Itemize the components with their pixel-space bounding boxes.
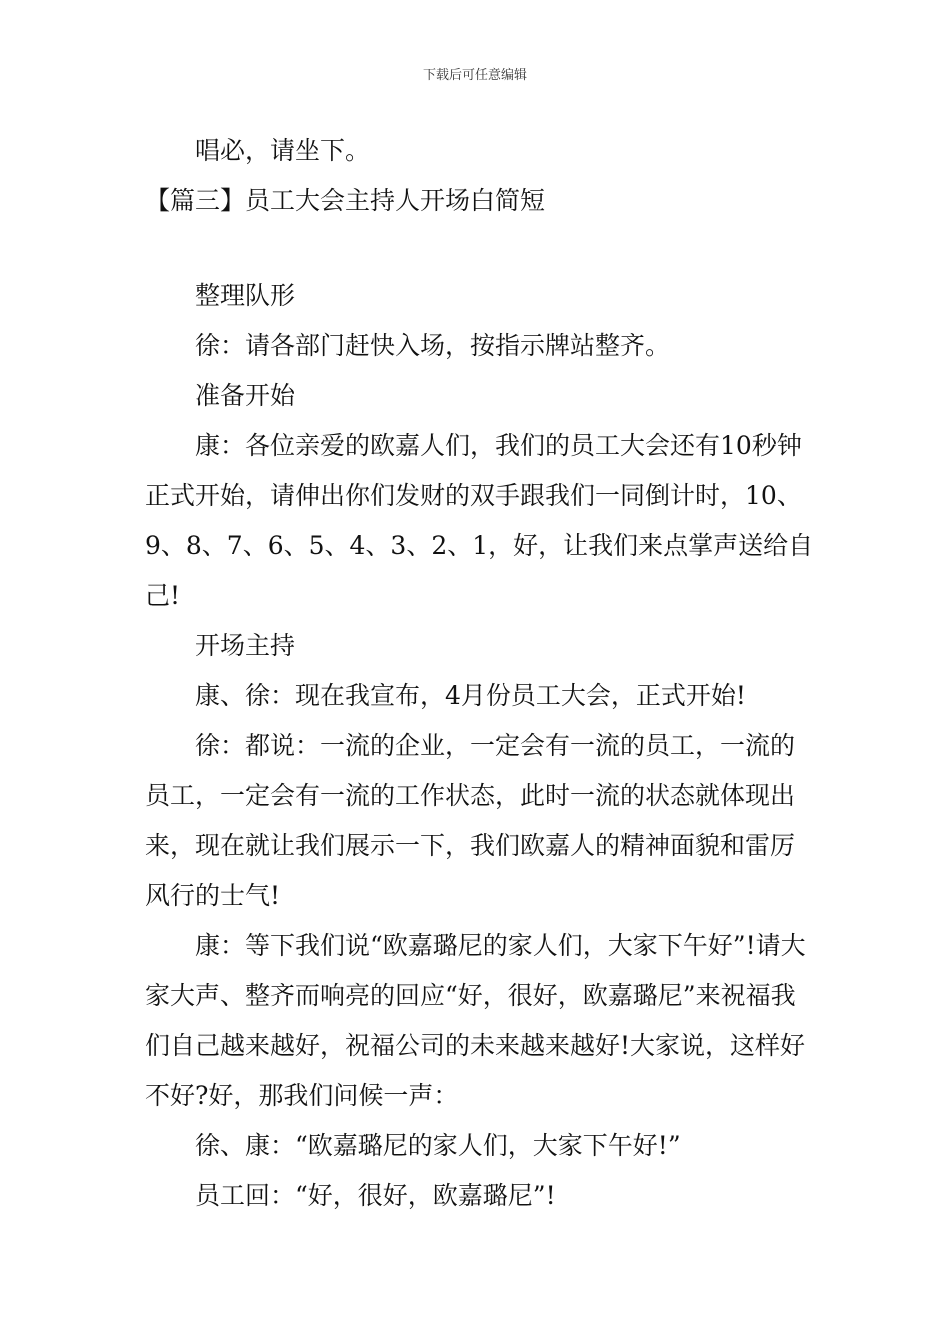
paragraph-heading-opening: 开场主持 [195, 631, 296, 660]
document-body [145, 126, 815, 1221]
section-title: 【篇三】员工大会主持人开场白简短 [145, 186, 546, 215]
paragraph-xu-entrance: 徐：请各部门赶快入场，按指示牌站整齐。 [195, 331, 671, 360]
page-header-note: 下载后可任意编辑 [422, 68, 527, 83]
paragraph-heading-prepare: 准备开始 [195, 381, 296, 410]
paragraph-hosts-greeting: 徐、康：“欧嘉璐尼的家人们，大家下午好!” [195, 1131, 681, 1160]
paragraph-staff-response: 员工回：“好，很好，欧嘉璐尼”! [195, 1181, 556, 1210]
section-spacer [145, 226, 815, 271]
paragraph-kang-greeting: 康：等下我们说“欧嘉璐尼的家人们，大家下午好”!请大家大声、整齐而响亮的回应“好，很好，欧嘉璐尼”来祝福我们自己越来越好，祝福公司的未来越来越好!大家说，这样好不好?好，那我们问候一声： [145, 931, 806, 1110]
paragraph-announcement: 康、徐：现在我宣布，4月份员工大会，正式开始! [195, 681, 746, 710]
paragraph-kang-countdown: 康：各位亲爱的欧嘉人们，我们的员工大会还有10秒钟正式开始，请伸出你们发财的双手跟我们一同倒计时，10、9、8、7、6、5、4、3、2、1，好，让我们来点掌声送给自己! [145, 431, 814, 610]
paragraph-heading-line-up: 整理队形 [195, 281, 296, 310]
paragraph-xu-spirit: 徐：都说：一流的企业，一定会有一流的员工，一流的员工，一定会有一流的工作状态，此时一流的状态就体现出来，现在就让我们展示一下，我们欧嘉人的精神面貌和雷厉风行的士气! [145, 731, 796, 910]
paragraph-closing-line: 唱必，请坐下。 [195, 136, 371, 165]
